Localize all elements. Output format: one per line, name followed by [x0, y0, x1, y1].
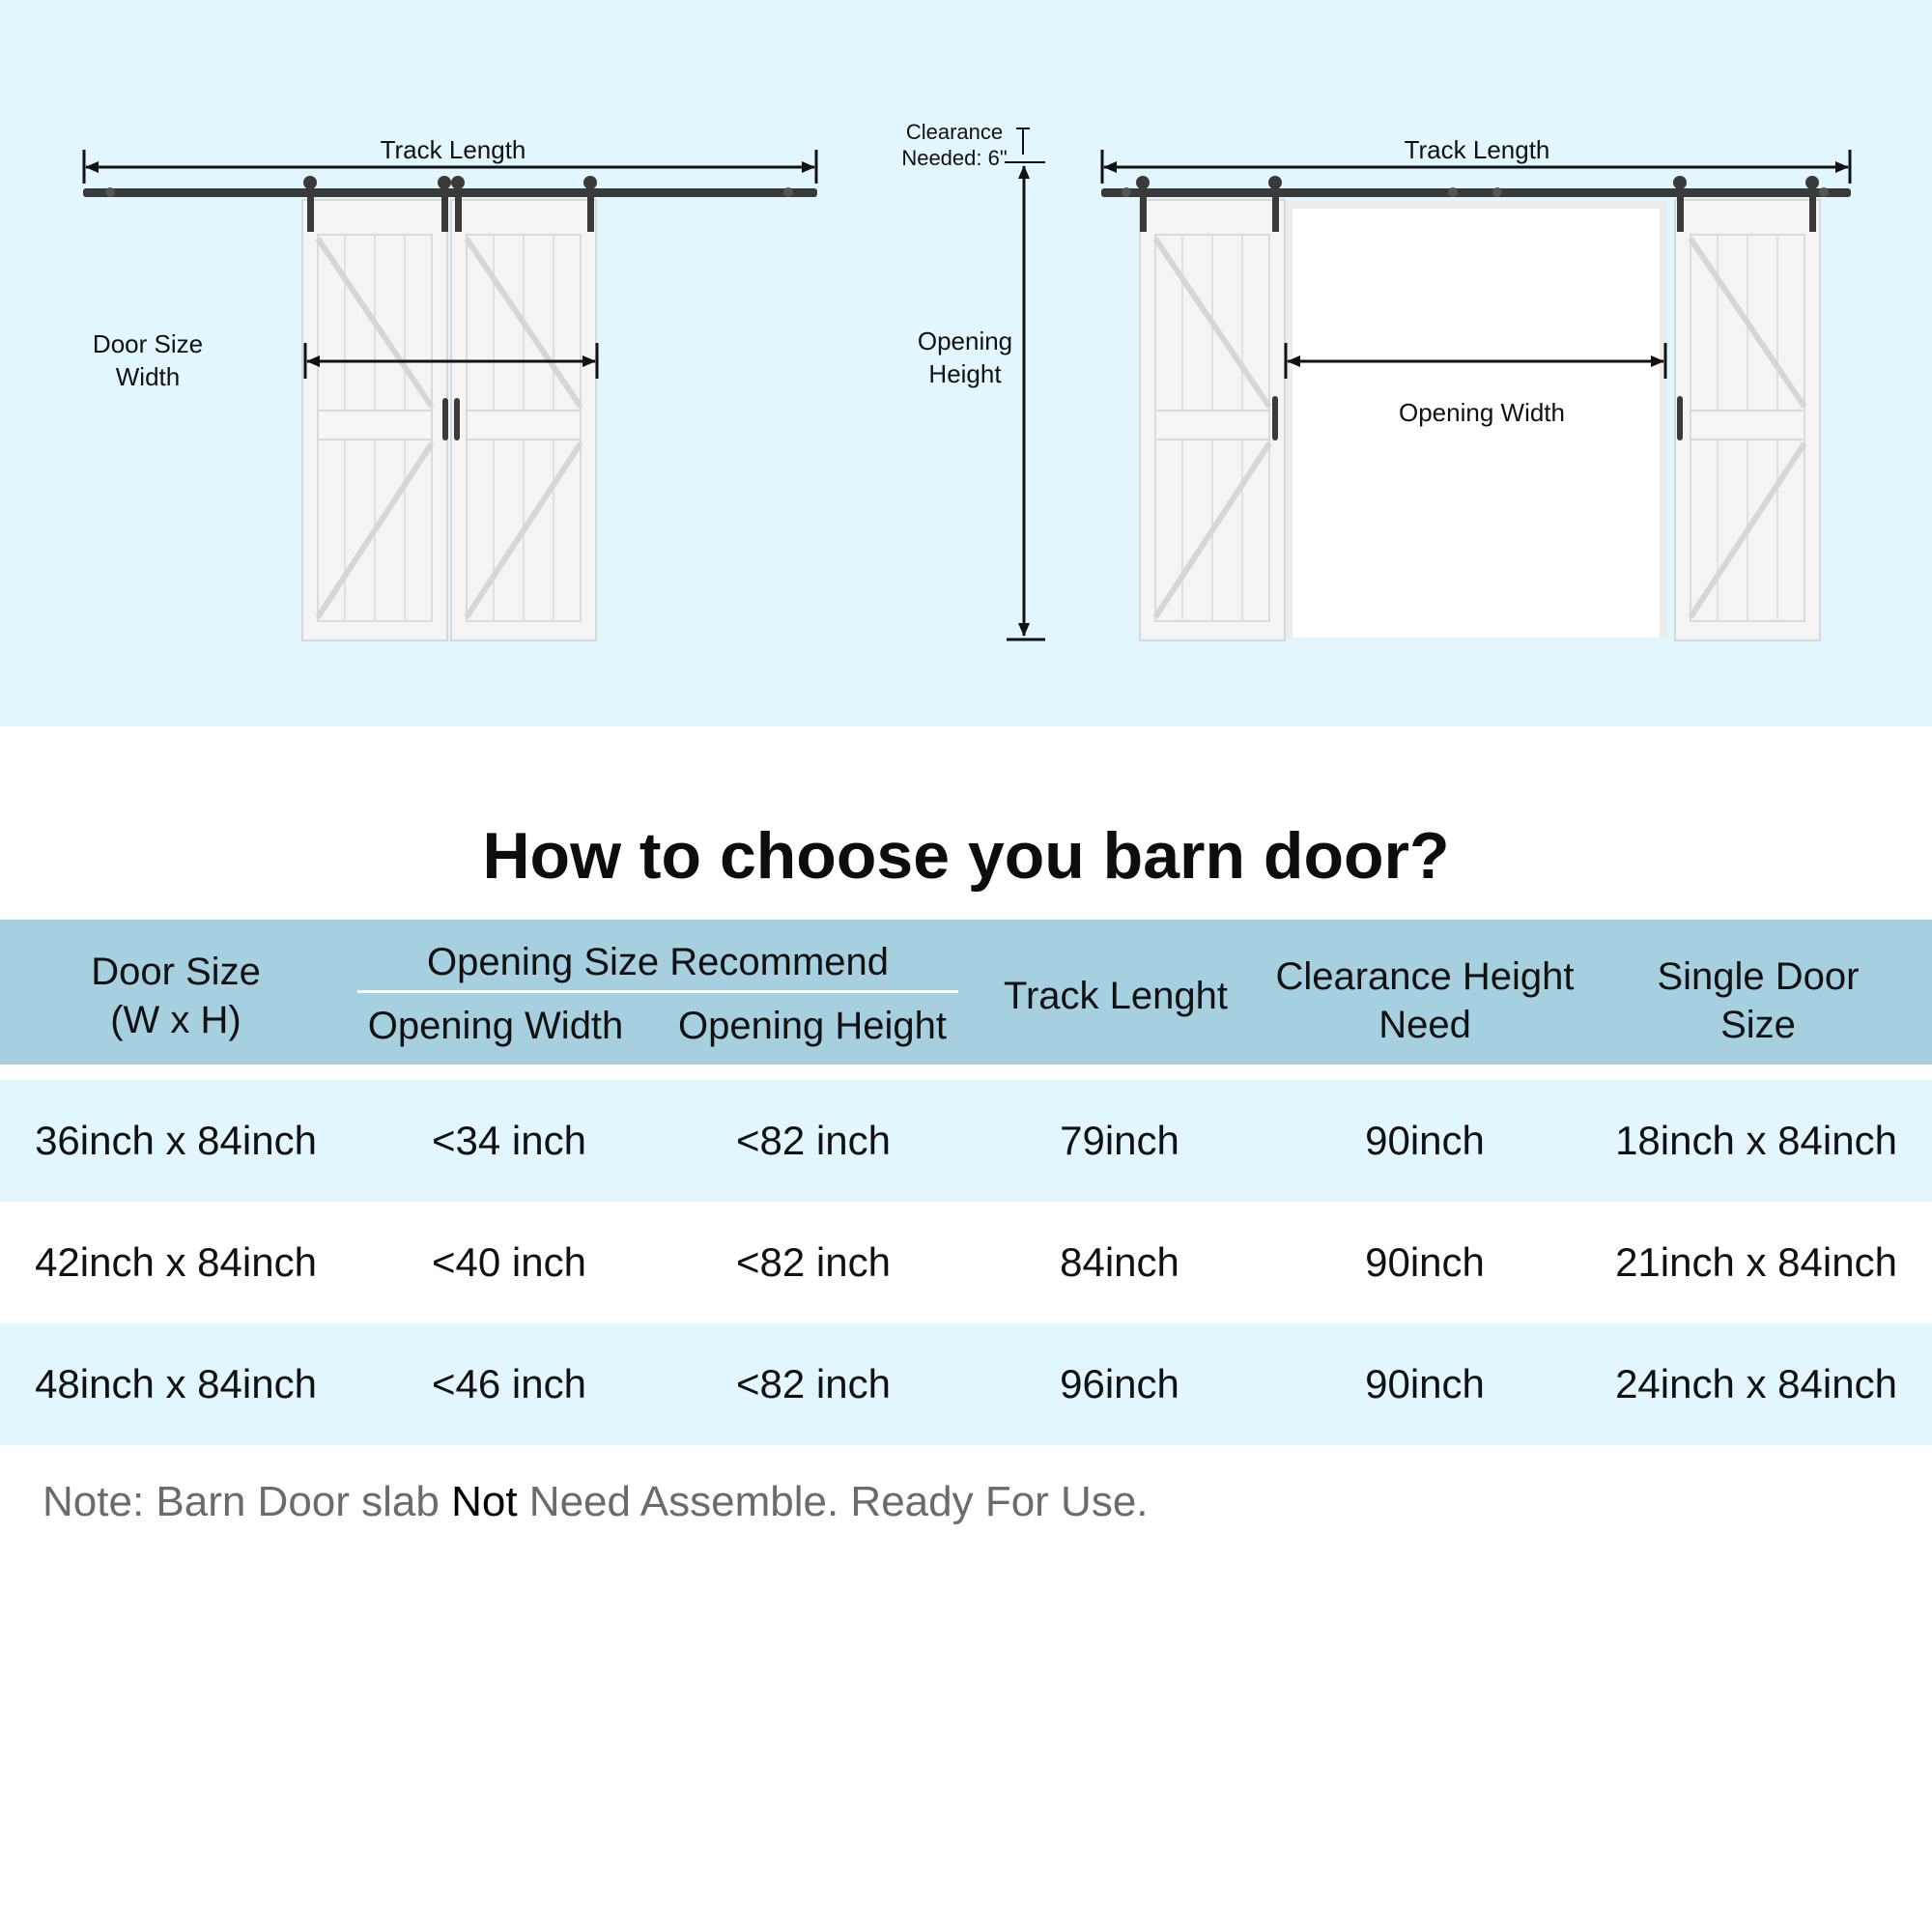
page-title: How to choose you barn door? [482, 819, 1450, 893]
assembly-note [43, 1478, 1149, 1526]
cell-door-size: 42inch x 84inch [35, 1239, 317, 1285]
table-row [0, 1080, 1932, 1202]
cell-opening-width: <34 inch [432, 1118, 586, 1163]
header-door-size: Door Size (W x H) [91, 951, 261, 1041]
cell-opening-height: <82 inch [736, 1361, 891, 1406]
cell-track-length: 96inch [1060, 1361, 1179, 1406]
header-opening-group: Opening Size Recommend [426, 941, 890, 983]
track-rail [83, 188, 817, 197]
cell-single-door: 24inch x 84inch [1615, 1361, 1897, 1406]
door-leaf-left [1140, 200, 1285, 640]
cell-opening-width: <40 inch [432, 1239, 586, 1285]
cell-opening-width: <46 inch [432, 1361, 586, 1406]
header-opening-height: Opening Height [678, 1005, 947, 1047]
handle-icon [1272, 396, 1278, 440]
cell-track-length: 84inch [1060, 1239, 1179, 1285]
door-leaf-right [1675, 200, 1820, 640]
cell-clearance: 90inch [1365, 1239, 1485, 1285]
installation-diagram [0, 0, 1932, 726]
door-size-label: Width [115, 362, 181, 391]
cell-clearance: 90inch [1365, 1361, 1485, 1406]
handle-icon [454, 398, 460, 440]
note-emphasis: Not [451, 1478, 518, 1525]
diagram-svg [0, 0, 1932, 726]
table-row [0, 1202, 1932, 1323]
right-diagram [901, 120, 1851, 640]
header-group-divider [357, 990, 958, 993]
cell-door-size: 48inch x 84inch [35, 1361, 317, 1406]
clearance-label: Needed: 6" [901, 146, 1008, 170]
handle-icon [1677, 396, 1683, 440]
opening-height-label: Height [928, 359, 1002, 388]
note-prefix: Note: Barn Door slab [43, 1478, 452, 1525]
opening-width-label: Opening Width [1399, 398, 1565, 427]
door-leaf-right [451, 200, 596, 640]
door-leaf-left [302, 200, 447, 640]
cell-opening-height: <82 inch [736, 1239, 891, 1285]
header-clearance: Clearance Height Need [1275, 955, 1575, 1046]
left-track-label: Track Length [380, 135, 526, 164]
cell-single-door: 18inch x 84inch [1615, 1118, 1897, 1163]
cell-clearance: 90inch [1365, 1118, 1485, 1163]
handle-icon [442, 398, 448, 440]
right-track-label: Track Length [1404, 135, 1550, 164]
note-suffix: Need Assemble. Ready For Use. [517, 1478, 1149, 1525]
header-single-door: Single Door Size [1657, 955, 1860, 1046]
clearance-label: Clearance [905, 120, 1004, 144]
door-size-label: Door Size [92, 329, 204, 358]
cell-door-size: 36inch x 84inch [35, 1118, 317, 1163]
cell-track-length: 79inch [1060, 1118, 1179, 1163]
cell-single-door: 21inch x 84inch [1615, 1239, 1897, 1285]
cell-opening-height: <82 inch [736, 1118, 891, 1163]
opening-height-label: Opening [917, 327, 1013, 355]
track-rail [1101, 188, 1851, 197]
header-track-length: Track Lenght [1004, 975, 1228, 1017]
table-row [0, 1323, 1932, 1445]
left-diagram [83, 135, 817, 640]
header-opening-width: Opening Width [367, 1005, 624, 1047]
